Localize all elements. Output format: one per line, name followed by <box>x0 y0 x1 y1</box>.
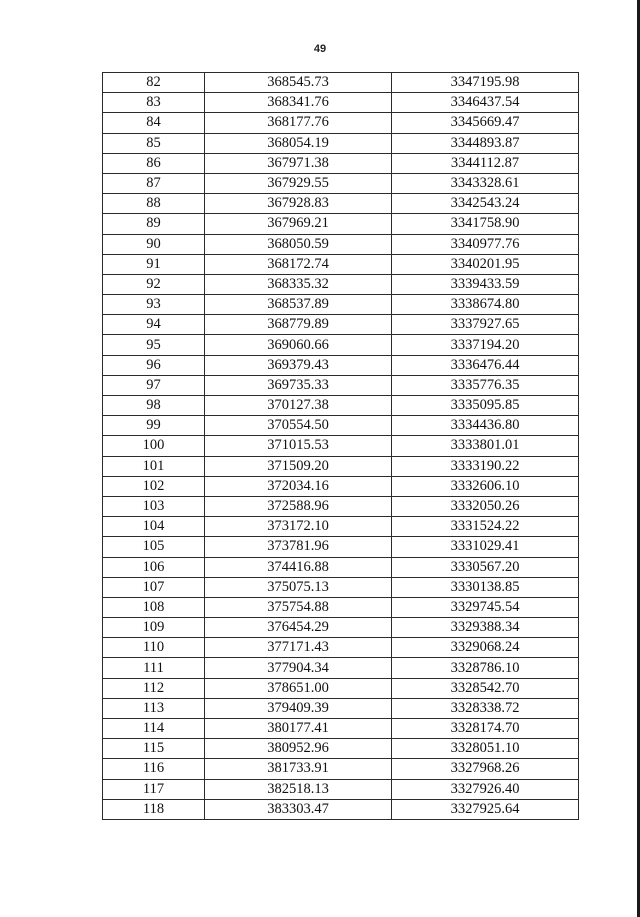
table-row <box>103 153 579 173</box>
y-coordinate-cell: 3336476.44 <box>392 355 579 375</box>
y-coordinate-cell: 3344112.87 <box>392 153 579 173</box>
x-coordinate-cell: 368177.76 <box>205 113 392 133</box>
point-number-cell: 107 <box>103 577 205 597</box>
y-coordinate-cell: 3334436.80 <box>392 416 579 436</box>
point-number-cell: 109 <box>103 618 205 638</box>
table-row <box>103 719 579 739</box>
point-number-cell: 95 <box>103 335 205 355</box>
x-coordinate-cell: 373172.10 <box>205 517 392 537</box>
point-number-cell: 82 <box>103 73 205 93</box>
x-coordinate-cell: 370554.50 <box>205 416 392 436</box>
y-coordinate-cell: 3346437.54 <box>392 93 579 113</box>
point-number-cell: 92 <box>103 274 205 294</box>
point-number-cell: 98 <box>103 396 205 416</box>
point-number-cell: 97 <box>103 375 205 395</box>
point-number-cell: 87 <box>103 173 205 193</box>
x-coordinate-cell: 368054.19 <box>205 133 392 153</box>
x-coordinate-cell: 378651.00 <box>205 678 392 698</box>
point-number-cell: 88 <box>103 194 205 214</box>
point-number-cell: 85 <box>103 133 205 153</box>
point-number-cell: 101 <box>103 456 205 476</box>
table-row <box>103 678 579 698</box>
table-row <box>103 698 579 718</box>
y-coordinate-cell: 3329745.54 <box>392 597 579 617</box>
x-coordinate-cell: 375754.88 <box>205 597 392 617</box>
point-number-cell: 96 <box>103 355 205 375</box>
y-coordinate-cell: 3344893.87 <box>392 133 579 153</box>
table-row <box>103 113 579 133</box>
x-coordinate-cell: 379409.39 <box>205 698 392 718</box>
table-row <box>103 517 579 537</box>
x-coordinate-cell: 382518.13 <box>205 779 392 799</box>
y-coordinate-cell: 3335095.85 <box>392 396 579 416</box>
y-coordinate-cell: 3327925.64 <box>392 799 579 819</box>
y-coordinate-cell: 3347195.98 <box>392 73 579 93</box>
x-coordinate-cell: 367928.83 <box>205 194 392 214</box>
y-coordinate-cell: 3340977.76 <box>392 234 579 254</box>
x-coordinate-cell: 368545.73 <box>205 73 392 93</box>
y-coordinate-cell: 3331029.41 <box>392 537 579 557</box>
y-coordinate-cell: 3330138.85 <box>392 577 579 597</box>
y-coordinate-cell: 3342543.24 <box>392 194 579 214</box>
table-row <box>103 739 579 759</box>
x-coordinate-cell: 372034.16 <box>205 476 392 496</box>
x-coordinate-cell: 371509.20 <box>205 456 392 476</box>
table-row <box>103 658 579 678</box>
table-row <box>103 194 579 214</box>
y-coordinate-cell: 3327968.26 <box>392 759 579 779</box>
x-coordinate-cell: 368341.76 <box>205 93 392 113</box>
y-coordinate-cell: 3337194.20 <box>392 335 579 355</box>
y-coordinate-cell: 3343328.61 <box>392 173 579 193</box>
y-coordinate-cell: 3327926.40 <box>392 779 579 799</box>
table-row <box>103 436 579 456</box>
point-number-cell: 90 <box>103 234 205 254</box>
table-row <box>103 234 579 254</box>
y-coordinate-cell: 3340201.95 <box>392 254 579 274</box>
y-coordinate-cell: 3328174.70 <box>392 719 579 739</box>
y-coordinate-cell: 3328786.10 <box>392 658 579 678</box>
point-number-cell: 84 <box>103 113 205 133</box>
x-coordinate-cell: 376454.29 <box>205 618 392 638</box>
y-coordinate-cell: 3345669.47 <box>392 113 579 133</box>
x-coordinate-cell: 372588.96 <box>205 496 392 516</box>
point-number-cell: 105 <box>103 537 205 557</box>
y-coordinate-cell: 3330567.20 <box>392 557 579 577</box>
table-row <box>103 315 579 335</box>
point-number-cell: 118 <box>103 799 205 819</box>
y-coordinate-cell: 3341758.90 <box>392 214 579 234</box>
y-coordinate-cell: 3335776.35 <box>392 375 579 395</box>
point-number-cell: 117 <box>103 779 205 799</box>
table-row <box>103 476 579 496</box>
table-row <box>103 618 579 638</box>
x-coordinate-cell: 374416.88 <box>205 557 392 577</box>
point-number-cell: 89 <box>103 214 205 234</box>
point-number-cell: 93 <box>103 295 205 315</box>
y-coordinate-cell: 3332050.26 <box>392 496 579 516</box>
table-row <box>103 537 579 557</box>
point-number-cell: 111 <box>103 658 205 678</box>
point-number-cell: 114 <box>103 719 205 739</box>
x-coordinate-cell: 369735.33 <box>205 375 392 395</box>
point-number-cell: 102 <box>103 476 205 496</box>
coordinates-table-body <box>103 73 579 820</box>
x-coordinate-cell: 369379.43 <box>205 355 392 375</box>
table-row <box>103 335 579 355</box>
table-row <box>103 638 579 658</box>
table-row <box>103 295 579 315</box>
point-number-cell: 113 <box>103 698 205 718</box>
x-coordinate-cell: 381733.91 <box>205 759 392 779</box>
table-row <box>103 759 579 779</box>
point-number-cell: 83 <box>103 93 205 113</box>
x-coordinate-cell: 368779.89 <box>205 315 392 335</box>
point-number-cell: 104 <box>103 517 205 537</box>
table-row <box>103 396 579 416</box>
table-row <box>103 496 579 516</box>
point-number-cell: 106 <box>103 557 205 577</box>
table-row <box>103 456 579 476</box>
point-number-cell: 99 <box>103 416 205 436</box>
table-row <box>103 355 579 375</box>
table-row <box>103 133 579 153</box>
table-row <box>103 779 579 799</box>
point-number-cell: 110 <box>103 638 205 658</box>
page-number: 49 <box>313 43 327 55</box>
table-row <box>103 93 579 113</box>
x-coordinate-cell: 368172.74 <box>205 254 392 274</box>
point-number-cell: 94 <box>103 315 205 335</box>
x-coordinate-cell: 375075.13 <box>205 577 392 597</box>
y-coordinate-cell: 3339433.59 <box>392 274 579 294</box>
x-coordinate-cell: 383303.47 <box>205 799 392 819</box>
x-coordinate-cell: 380952.96 <box>205 739 392 759</box>
table-row <box>103 214 579 234</box>
table-row <box>103 577 579 597</box>
x-coordinate-cell: 369060.66 <box>205 335 392 355</box>
x-coordinate-cell: 367929.55 <box>205 173 392 193</box>
y-coordinate-cell: 3328051.10 <box>392 739 579 759</box>
x-coordinate-cell: 367971.38 <box>205 153 392 173</box>
point-number-cell: 112 <box>103 678 205 698</box>
x-coordinate-cell: 370127.38 <box>205 396 392 416</box>
table-row <box>103 557 579 577</box>
y-coordinate-cell: 3329068.24 <box>392 638 579 658</box>
y-coordinate-cell: 3328542.70 <box>392 678 579 698</box>
point-number-cell: 103 <box>103 496 205 516</box>
x-coordinate-cell: 377904.34 <box>205 658 392 678</box>
y-coordinate-cell: 3337927.65 <box>392 315 579 335</box>
y-coordinate-cell: 3338674.80 <box>392 295 579 315</box>
point-number-cell: 115 <box>103 739 205 759</box>
x-coordinate-cell: 373781.96 <box>205 537 392 557</box>
x-coordinate-cell: 367969.21 <box>205 214 392 234</box>
point-number-cell: 86 <box>103 153 205 173</box>
x-coordinate-cell: 380177.41 <box>205 719 392 739</box>
x-coordinate-cell: 371015.53 <box>205 436 392 456</box>
y-coordinate-cell: 3329388.34 <box>392 618 579 638</box>
x-coordinate-cell: 377171.43 <box>205 638 392 658</box>
table-row <box>103 173 579 193</box>
y-coordinate-cell: 3328338.72 <box>392 698 579 718</box>
x-coordinate-cell: 368335.32 <box>205 274 392 294</box>
table-row <box>103 416 579 436</box>
table-row <box>103 254 579 274</box>
table-row <box>103 375 579 395</box>
y-coordinate-cell: 3332606.10 <box>392 476 579 496</box>
point-number-cell: 108 <box>103 597 205 617</box>
x-coordinate-cell: 368537.89 <box>205 295 392 315</box>
point-number-cell: 91 <box>103 254 205 274</box>
y-coordinate-cell: 3333190.22 <box>392 456 579 476</box>
table-row <box>103 597 579 617</box>
coordinates-table <box>102 72 579 820</box>
x-coordinate-cell: 368050.59 <box>205 234 392 254</box>
point-number-cell: 100 <box>103 436 205 456</box>
table-row <box>103 73 579 93</box>
point-number-cell: 116 <box>103 759 205 779</box>
table-row <box>103 274 579 294</box>
table-row <box>103 799 579 819</box>
y-coordinate-cell: 3331524.22 <box>392 517 579 537</box>
y-coordinate-cell: 3333801.01 <box>392 436 579 456</box>
